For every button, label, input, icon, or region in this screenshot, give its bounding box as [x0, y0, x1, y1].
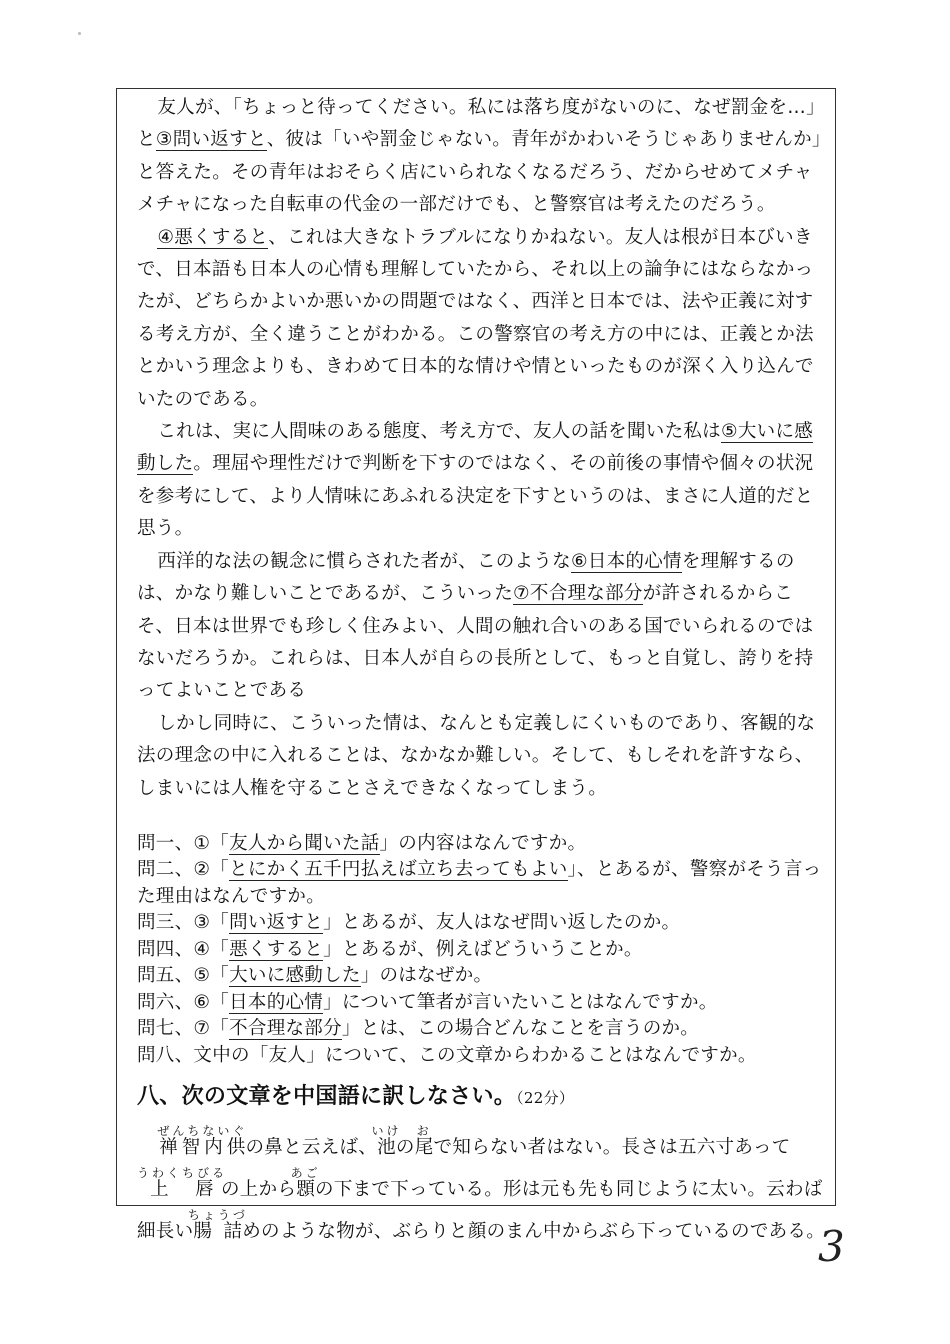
page-number: 3: [818, 1222, 845, 1271]
underline-ref-3: ③問い返すと: [155, 129, 267, 151]
scan-speck: [78, 32, 81, 35]
passage-paragraph-4: [137, 546, 827, 708]
paragraph-text: 、これは大きなトラブルになりかねない。友人は根が日本びいきで、日本語も日本人の心情も理解していたから、それ以上の論争にはならなかったが、どちらかよいか悪いかの問題ではなく、西洋と日本では、法や正義に対する考え方が、全く違うことがわかる。この警察官の考え方の中には、正義とか法とかいう理念よりも、きわめて日本的な情けや情といったものが深く入り込んでいたのである。: [137, 226, 814, 410]
passage-paragraph-2: [137, 222, 827, 416]
ruby-word: 腸詰ちょうづ: [187, 1208, 248, 1243]
section-heading: 八、次の文章を中国語に訳しなさい。（22分）: [137, 1084, 575, 1110]
paragraph-text: を理解するのは、かなり難しいことであるが、こういった: [137, 550, 795, 605]
page-content: [137, 92, 827, 1253]
paragraph-text: 西洋的な法の観念に慣らされた者が、このような: [157, 550, 571, 572]
question-item: 問六、⑥「日本的心情」について筆者が言いたいことはなんですか。: [137, 991, 718, 1013]
paragraph-text: 、彼は「いや罰金じゃない。青年がかわいそうじゃありませんか」と答えた。その青年はおそらく店にいられなくなるだろう、だからせめてメチャメチャになった自転車の代金の一部だけでも、と警察官は考えたのだろう。: [137, 129, 822, 216]
question-list: [137, 831, 827, 1070]
ruby-word: 禅智内供ぜんちないぐ: [157, 1124, 248, 1159]
question-item: 問三、③「問い返すと」とあるが、友人はなぜ問い返したのか。: [137, 912, 681, 934]
passage-paragraph-3: [137, 416, 827, 546]
passage-paragraph-5: しかし同時に、こういった情は、なんとも定義しにくいものであり、客観的な法の理念の中に入れることは、なかなか難しい。そして、もしそれを許すなら、しまいには人権を守ることさえできなくなってしまう。: [137, 712, 816, 799]
paragraph-text: これは、実に人間味のある態度、考え方で、友人の話を聞いた私は: [157, 421, 721, 443]
ruby-word: 上唇うわくちびる: [137, 1166, 228, 1201]
paragraph-text: 友人が、「ちょっと待ってください。私には落ち度がないのに、なぜ罰金を…」と: [137, 97, 825, 151]
underline-ref-5: ⑤大いに感動した: [137, 421, 814, 475]
underline-ref-4: ④悪くすると: [157, 226, 269, 248]
underline-ref-7: ⑦不合理な部分: [513, 583, 643, 605]
question-item: 問四、④「悪くすると」とあるが、例えばどういうことか。: [137, 938, 643, 960]
paragraph-text: が許されるからこそ、日本は世界でも珍しく住みよい、人間の触れ合いのある国でいられるのではないだろうか。これらは、日本人が自らの長所として、もっと自覚し、誇りを持ってよいことである: [137, 583, 814, 702]
question-item: 問五、⑤「大いに感動した」のはなぜか。: [137, 965, 493, 987]
underline-ref-6: ⑥日本的心情: [570, 550, 682, 572]
ruby-word: 顋あご: [290, 1166, 321, 1201]
translation-passage: 禅智内供ぜんちないぐの鼻と云えば、池いけの尾おで知らない者はない。長さは五六寸あって上唇うわくちびるの上から顋あごの下まで下っている。形は元も先も同じように太い。云わば細長い腸詰ちょうづめのような物が、ぶらりと顔のまん中からぶら下っているのである。: [137, 1124, 826, 1243]
section-points: （22分）: [516, 1089, 575, 1108]
ruby-word: 池いけ: [371, 1124, 402, 1159]
question-item: 問七、⑦「不合理な部分」とは、この場合どんなことを言うのか。: [137, 1018, 700, 1040]
question-item: 問一、①「友人から聞いた話」の内容はなんですか。: [137, 832, 587, 854]
question-item: 問八、文中の「友人」について、この文章からわかることはなんですか。: [137, 1044, 757, 1066]
question-item: 問二、②「とにかく五千円払えば立ち去ってもよい」、とあるが、警察がそう言った理由はなんですか。: [137, 859, 822, 907]
paragraph-text: 。理屈や理性だけで判断を下すのではなく、その前後の事情や個々の状況を参考にして、より人情味にあふれる決定を下すというのは、まさに人道的だと思う。: [137, 453, 814, 540]
ruby-word: 尾お: [414, 1124, 434, 1159]
passage-paragraph-1: [137, 92, 827, 222]
